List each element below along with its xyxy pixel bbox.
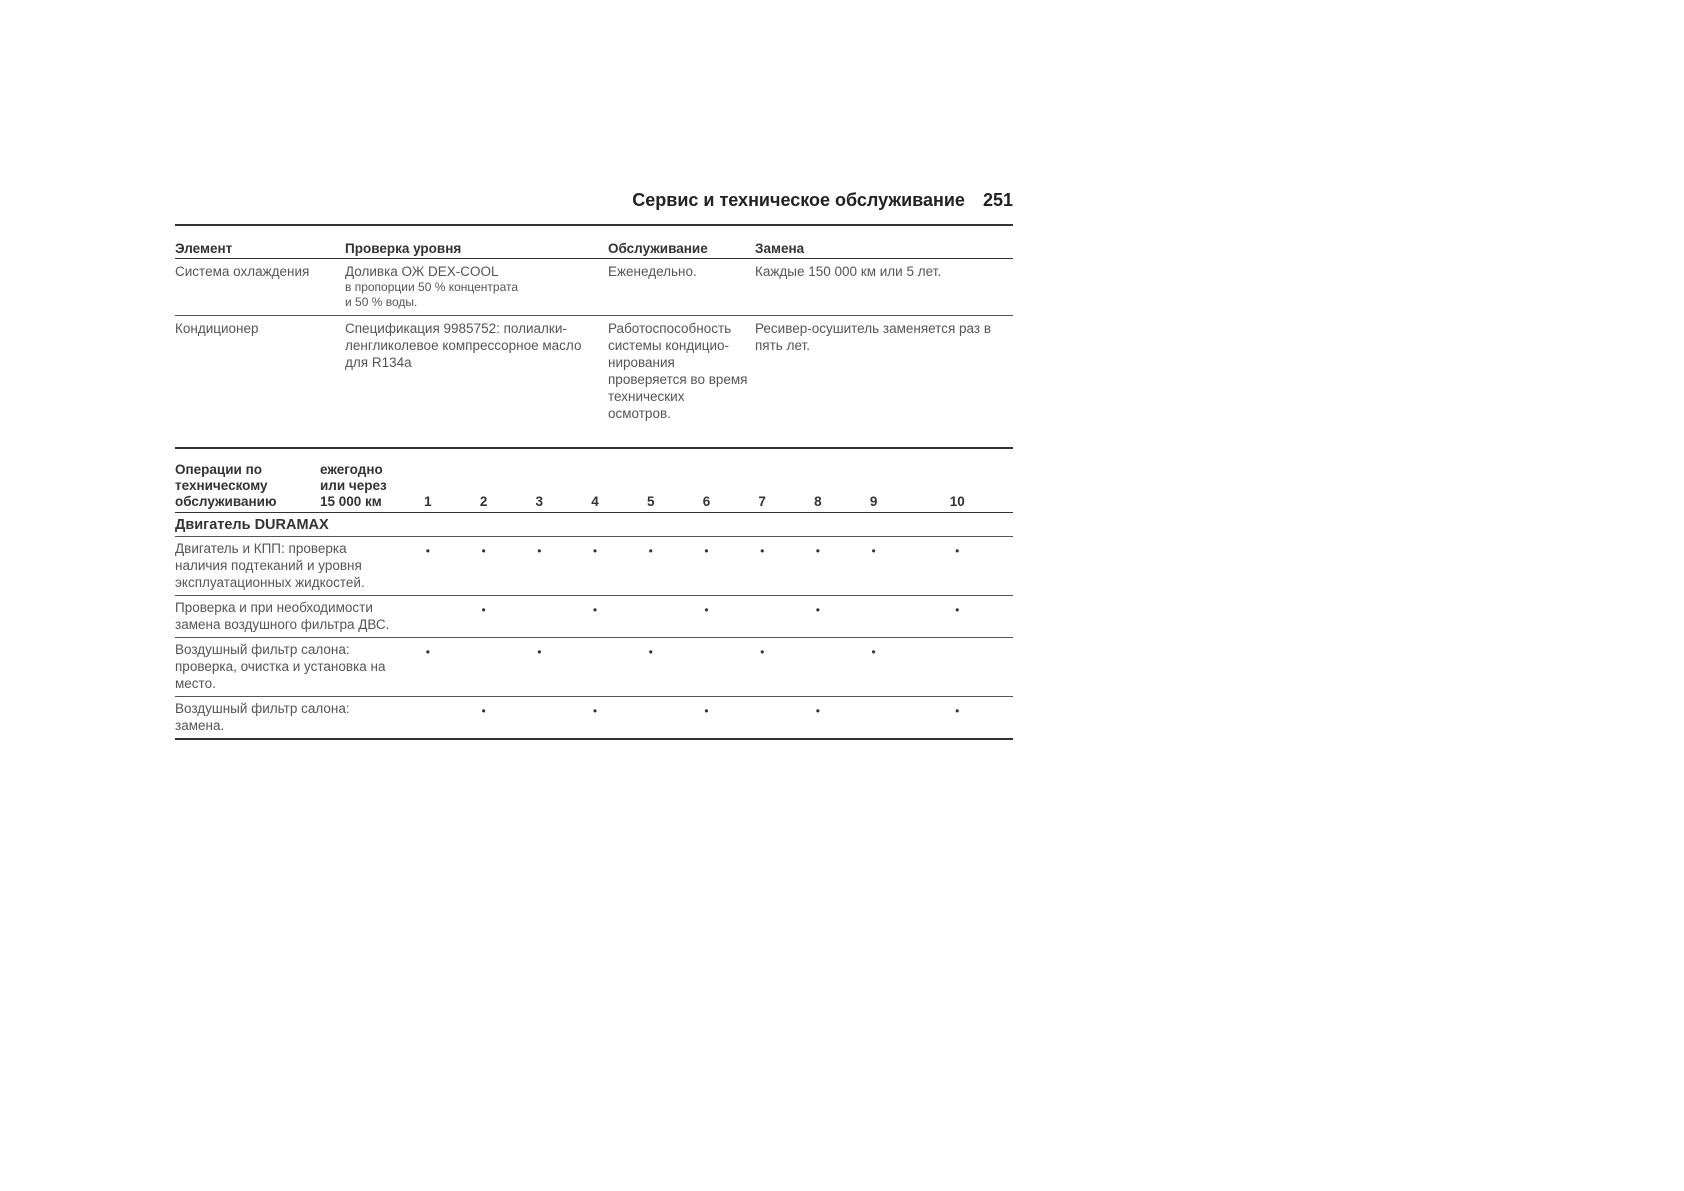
schedule-row <box>175 697 1013 740</box>
col-interval: 5 <box>623 462 679 513</box>
cell-replace: Каждые 150 000 км или 5 лет. <box>755 259 1013 316</box>
col-interval: 6 <box>679 462 735 513</box>
interval-mark: • <box>901 537 1013 596</box>
interval-mark: • <box>567 537 623 596</box>
schedule-header-row <box>175 462 1013 513</box>
interval-mark: • <box>511 638 567 697</box>
interval-mark: • <box>679 596 735 638</box>
interval-mark <box>623 697 679 740</box>
interval-mark <box>567 638 623 697</box>
interval-mark: • <box>734 638 790 697</box>
cell-level: Спецификация 9985752: полиалки-ленгликолевое компрессорное масло для R134a <box>345 316 608 449</box>
interval-mark <box>901 638 1013 697</box>
col-interval: 3 <box>511 462 567 513</box>
operation-text: Проверка и при необходимости замена воздушного фильтра ДВС. <box>175 596 400 638</box>
operation-text: Воздушный фильтр салона: замена. <box>175 697 400 740</box>
interval-mark <box>790 638 846 697</box>
cell-level <box>345 259 608 316</box>
interval-mark: • <box>901 697 1013 740</box>
cell-level-line: и 50 % воды. <box>345 295 418 309</box>
interval-mark <box>623 596 679 638</box>
interval-mark: • <box>456 697 512 740</box>
interval-mark <box>511 596 567 638</box>
interval-mark: • <box>456 537 512 596</box>
interval-mark: • <box>456 596 512 638</box>
col-replace: Замена <box>755 226 1013 259</box>
col-operation: Операции по техническому обслуживанию <box>175 462 320 513</box>
interval-mark: • <box>790 697 846 740</box>
schedule-row <box>175 537 1013 596</box>
page-number: 251 <box>982 190 1013 210</box>
cell-level-line: Доливка ОЖ DEX-COOL <box>345 264 499 279</box>
section-row <box>175 513 1013 537</box>
interval-mark: • <box>567 697 623 740</box>
interval-mark: • <box>623 638 679 697</box>
interval-mark <box>734 596 790 638</box>
interval-mark: • <box>679 537 735 596</box>
cell-level-line: в пропорции 50 % концентрата <box>345 280 519 294</box>
fluids-header-row <box>175 226 1013 259</box>
interval-mark: • <box>846 537 902 596</box>
page-title: Сервис и техническое обслуживание <box>632 190 965 210</box>
col-service: Обслуживание <box>608 226 755 259</box>
interval-mark <box>734 697 790 740</box>
cell-element: Кондиционер <box>175 316 345 449</box>
col-yearly: ежегодно или через 15 000 км <box>320 462 400 513</box>
schedule-row <box>175 596 1013 638</box>
interval-mark: • <box>567 596 623 638</box>
interval-mark: • <box>790 596 846 638</box>
interval-mark: • <box>734 537 790 596</box>
col-interval: 7 <box>734 462 790 513</box>
col-level-check: Проверка уровня <box>345 226 608 259</box>
interval-mark <box>679 638 735 697</box>
interval-mark: • <box>901 596 1013 638</box>
interval-mark <box>400 596 456 638</box>
interval-mark: • <box>400 537 456 596</box>
interval-mark: • <box>790 537 846 596</box>
col-interval: 1 <box>400 462 456 513</box>
schedule-row <box>175 638 1013 697</box>
cell-replace: Ресивер-осушитель заменяется раз в пять лет. <box>755 316 1013 449</box>
interval-mark <box>400 697 456 740</box>
interval-mark <box>846 596 902 638</box>
operation-text: Двигатель и КПП: проверка наличия подтеканий и уровня эксплуатационных жидкостей. <box>175 537 400 596</box>
interval-mark: • <box>623 537 679 596</box>
page-header <box>175 190 1013 224</box>
interval-mark: • <box>511 537 567 596</box>
col-interval: 2 <box>456 462 512 513</box>
col-interval: 8 <box>790 462 846 513</box>
cell-element: Система охлаждения <box>175 259 345 316</box>
section-title: Двигатель DURAMAX <box>175 513 1013 537</box>
fluids-row-ac <box>175 316 1013 449</box>
interval-mark <box>511 697 567 740</box>
fluids-row-cooling <box>175 259 1013 316</box>
col-interval: 4 <box>567 462 623 513</box>
schedule-table <box>175 462 1013 740</box>
col-element: Элемент <box>175 226 345 259</box>
interval-mark: • <box>679 697 735 740</box>
col-interval: 9 <box>846 462 902 513</box>
fluids-table <box>175 226 1013 449</box>
interval-mark <box>846 697 902 740</box>
cell-service: Работоспособность системы кондицио-нирования проверяется во время технических осмотров. <box>608 316 755 449</box>
interval-mark: • <box>846 638 902 697</box>
manual-page <box>175 190 1013 740</box>
interval-mark: • <box>400 638 456 697</box>
operation-text: Воздушный фильтр салона: проверка, очистка и установка на место. <box>175 638 400 697</box>
col-interval: 10 <box>901 462 1013 513</box>
cell-service: Еженедельно. <box>608 259 755 316</box>
interval-mark <box>456 638 512 697</box>
